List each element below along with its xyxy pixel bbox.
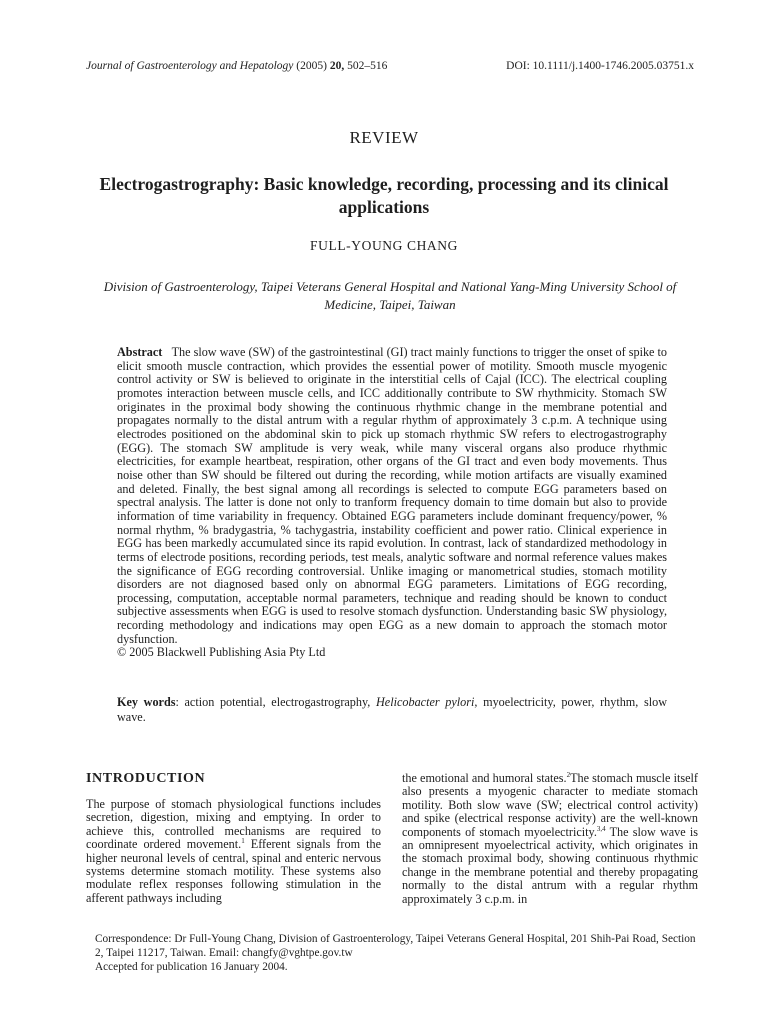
intro-right-column: [402, 772, 698, 906]
abstract-label: Abstract: [117, 345, 163, 359]
accepted-date: Accepted for publication 16 January 2004.: [95, 961, 288, 973]
intro-left-text-a: The purpose of stomach physiological functions includes secretion, digestion, mixing and emptying. In order to achieve this, controlled mechanisms are required to coordinate ordered movement.: [86, 797, 381, 852]
doi: DOI: 10.1111/j.1400-1746.2005.03751.x: [506, 60, 694, 72]
journal-volume: 20,: [329, 60, 345, 72]
journal-pages: 502–516: [347, 60, 388, 72]
correspondence: Correspondence: Dr Full-Young Chang, Division of Gastroenterology, Taipei Veterans General Hospital, 201 Shih-Pai Road, Section 2, Taipei 11217, Taiwan. Email: changfy@vghtpe.gov.tw: [95, 933, 696, 959]
footnote: [86, 932, 698, 974]
intro-left-column: [86, 798, 381, 905]
abstract: [117, 346, 667, 660]
intro-left-text-b: Efferent signals from the higher neuronal levels of central, spinal and enteric nervous systems determine stomach motility. These systems also modulate reflex responses following stimulation in the afferent pathways including: [86, 837, 381, 905]
citation-3-4: 3,4: [596, 824, 606, 833]
journal-name: Journal of Gastroenterology and Hepatology: [86, 60, 294, 72]
abstract-text: The slow wave (SW) of the gastrointestinal (GI) tract mainly functions to trigger the onset of spike to elicit smooth muscle contraction, which provides the essential power of motility. Smooth muscle myogenic control activity or SW is believed to originate in the interstitial cells of Cajal (ICC). The electrical coupling promotes interaction between muscle cells, and ICC additionally contribute to SW rhythmicity. Stomach SW originates in the proximal body showing the continuous rhythmic change in the membrane potential and propagates normally to the distal antrum with a regular rhythm of approximately 3 c.p.m. A technique using electrodes positioned on the abdominal skin to pick up stomach rhythmic SW refers to electrogastrography (EGG). The stomach SW amplitude is very weak, while many visceral organs also produce rhythmic electricities, for example heartbeat, respiration, other organs of the GI tract and even body movements. Thus noise other than SW should be filtered out during the recording, while motion artifacts are visually examined and deleted. Finally, the best signal among all recordings is selected to compute EGG parameters based on spectral analysis. The latter is done not only to tranform frequency domain to time domain but also to provide information of time variability in frequency. Obtained EGG parameters include dominant frequency/power, % normal rhythm, % bradygastria, % tachygastria, instability coefficient and power ratio. Clinical experience in EGG has been markedly accumulated since its rapid evolution. In contrast, lack of standardized methodology in terms of electrode positions, recording periods, test meals, analytic software and normal reference values makes the significance of EGG recording controversial. Unlike imaging or manometrical studies, stomach motility disorders are not diagnosed based only on abnormal EGG parameters. Limitations of EGG recording, processing, computation, acceptable normal parameters, technique and reading should be known to conduct subjective assessments when EGG is used to resolve stomach dysfunction. Understanding basic SW physiology, recording methodology and indications may open EGG as a new domain to approach the stomach motor dysfunction.: [117, 345, 668, 646]
keywords-label: Key words: [117, 695, 176, 709]
journal-citation: [86, 60, 387, 72]
journal-year: (2005): [296, 60, 327, 72]
author-name: FULL-YOUNG CHANG: [310, 238, 458, 253]
intro-right-text-c: The slow wave is an omnipresent myoelectrical activity, which originates in the stomach proximal body, showing continuous rhythmic change in the membrane potential and thereby propagating normally to the distal antrum with a regular rhythm approximately 3 c.p.m. in: [402, 824, 698, 906]
intro-right-text-a: the emotional and humoral states.: [402, 771, 567, 785]
keywords-after: , myoelectricity, power, rhythm, slow wave.: [117, 695, 668, 724]
keywords: [117, 695, 667, 725]
citation-2: 2: [566, 770, 571, 779]
copyright: © 2005 Blackwell Publishing Asia Pty Ltd: [117, 645, 326, 660]
keywords-before: : action potential, electrogastrography,: [175, 695, 376, 709]
intro-heading: INTRODUCTION: [86, 771, 206, 786]
section-label: REVIEW: [349, 128, 419, 147]
author-affiliation: Division of Gastroenterology, Taipei Veterans General Hospital and National Yang-Ming University School of Medicine, Taipei, Taiwan: [103, 279, 677, 312]
intro-right-text-b: The stomach muscle itself also presents a myogenic character to mediate stomach motility. Both slow wave (SW; electrical control activity) and spike (electrical response activity) are the well-known components of stomach myoelectricity.: [402, 771, 698, 839]
keywords-italic: Helicobacter pylori: [376, 695, 475, 709]
article-title: Electrogastrography: Basic knowledge, recording, processing and its clinical applications: [99, 174, 669, 217]
citation-1: 1: [241, 837, 245, 846]
